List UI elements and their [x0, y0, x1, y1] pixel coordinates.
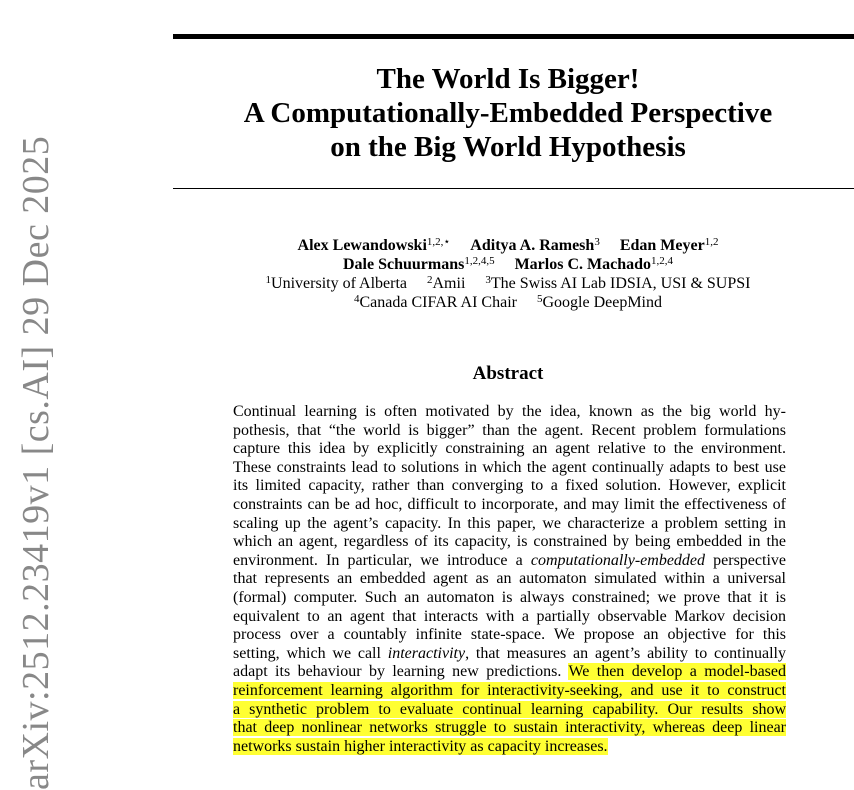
abstract-emphasis: interactivity: [387, 644, 466, 662]
abstract-text-run: adapt its behaviour by learning new predictions.: [233, 663, 569, 681]
abstract-emphasis: computationally-embedded: [530, 551, 706, 569]
affil-name: University of Alberta: [271, 275, 407, 292]
affil-number: 5: [536, 293, 543, 305]
abstract-text-run: , that measures an agent’s ability to continually: [465, 644, 787, 662]
author-affil: 1,2,4,5: [464, 255, 495, 267]
abstract-text-run: setting, which we call: [233, 644, 388, 662]
highlighted-text: reinforcement learning algorithm for interactivity-seeking, and use it to construct: [233, 681, 786, 699]
abstract-line: [233, 645, 786, 664]
affil-number: 4: [354, 293, 360, 305]
affil-name: Amii: [432, 275, 466, 292]
affil-number: 3: [485, 274, 491, 286]
affil-name: The Swiss AI Lab IDSIA, USI & SUPSI: [490, 275, 751, 292]
abstract-line: [233, 719, 786, 738]
title-top-rule: [173, 34, 854, 39]
author-name: Edan Meyer: [619, 237, 705, 254]
author-affil: 1,2: [704, 236, 719, 248]
abstract-line: pothesis, that “the world is bigger” than the agent. Recent problem formulations: [233, 421, 786, 439]
abstract-line: constraints can be ad hoc, difficult to incorporate, and may limit the effectiveness of: [233, 495, 786, 513]
abstract-heading: Abstract: [472, 363, 544, 384]
abstract-body: [233, 403, 786, 756]
abstract-line: equivalent to an agent that interacts with a partially observable Markov decision: [233, 607, 786, 625]
abstract-line: [233, 738, 786, 757]
title-line-2: A Computationally-Embedded Perspective: [243, 97, 773, 129]
author-name: Dale Schuurmans: [342, 256, 465, 273]
arxiv-identifier: arXiv:2512.23419v1 [cs.AI] 29 Dec 2025: [15, 135, 57, 790]
affil-number: 2: [427, 274, 433, 286]
abstract-text-run: perspective: [705, 551, 787, 569]
author-block: [173, 236, 843, 312]
affil-name: Canada CIFAR AI Chair: [359, 294, 517, 311]
author-line-2: [173, 255, 843, 274]
abstract-line: which an agent, regardless of its capacity, is constrained by being embedded in the: [233, 533, 786, 551]
paper-title: [173, 62, 843, 164]
abstract-line: process over a countably infinite state-space. We propose an objective for this: [233, 626, 786, 644]
author-name: Marlos C. Machado: [514, 256, 652, 273]
abstract-line: [233, 682, 786, 701]
abstract-text-run: environment. In particular, we introduce a: [233, 551, 531, 569]
abstract-line: scaling up the agent’s capacity. In this paper, we characterize a problem setting in: [233, 514, 786, 532]
abstract-line: that represents an embedded agent as an automaton simulated within a universal: [233, 570, 786, 588]
abstract-line: [233, 663, 786, 682]
highlighted-text: We then develop a model-based: [568, 663, 787, 681]
highlighted-text: networks sustain higher interactivity as capacity increases.: [233, 737, 608, 755]
highlighted-text: a synthetic problem to evaluate continual learning capability. Our results show: [233, 700, 786, 718]
author-name: Aditya A. Ramesh: [470, 237, 595, 254]
abstract-line: (formal) computer. Such an automaton is always constrained; we prove that it is: [233, 588, 786, 606]
abstract-line: [233, 552, 786, 571]
title-bottom-rule: [173, 188, 854, 189]
author-affil: 1,2,⋆: [426, 236, 451, 248]
abstract-line: capture this idea by explicitly constraining an agent relative to the environment.: [233, 440, 786, 458]
abstract-line: These constraints lead to solutions in which the agent continually adapts to best use: [233, 458, 786, 476]
author-name: Alex Lewandowski: [297, 237, 427, 254]
author-affil: 1,2,4: [651, 255, 674, 267]
title-line-3: on the Big World Hypothesis: [330, 131, 686, 163]
abstract-line: Continual learning is often motivated by the idea, known as the big world hy-: [233, 403, 786, 420]
affiliation-line-2: [173, 293, 843, 312]
author-affil: 3: [594, 236, 600, 248]
abstract-line: [233, 701, 786, 720]
affiliation-line-1: [173, 274, 843, 293]
author-line-1: [173, 236, 843, 255]
title-line-1: The World Is Bigger!: [376, 63, 640, 95]
highlighted-text: that deep nonlinear networks struggle to sustain interactivity, whereas deep linear: [233, 719, 786, 737]
affil-name: Google DeepMind: [542, 294, 662, 311]
affil-number: 1: [265, 274, 272, 286]
abstract-line: its limited capacity, rather than converging to a fixed solution. However, explicit: [233, 477, 786, 495]
